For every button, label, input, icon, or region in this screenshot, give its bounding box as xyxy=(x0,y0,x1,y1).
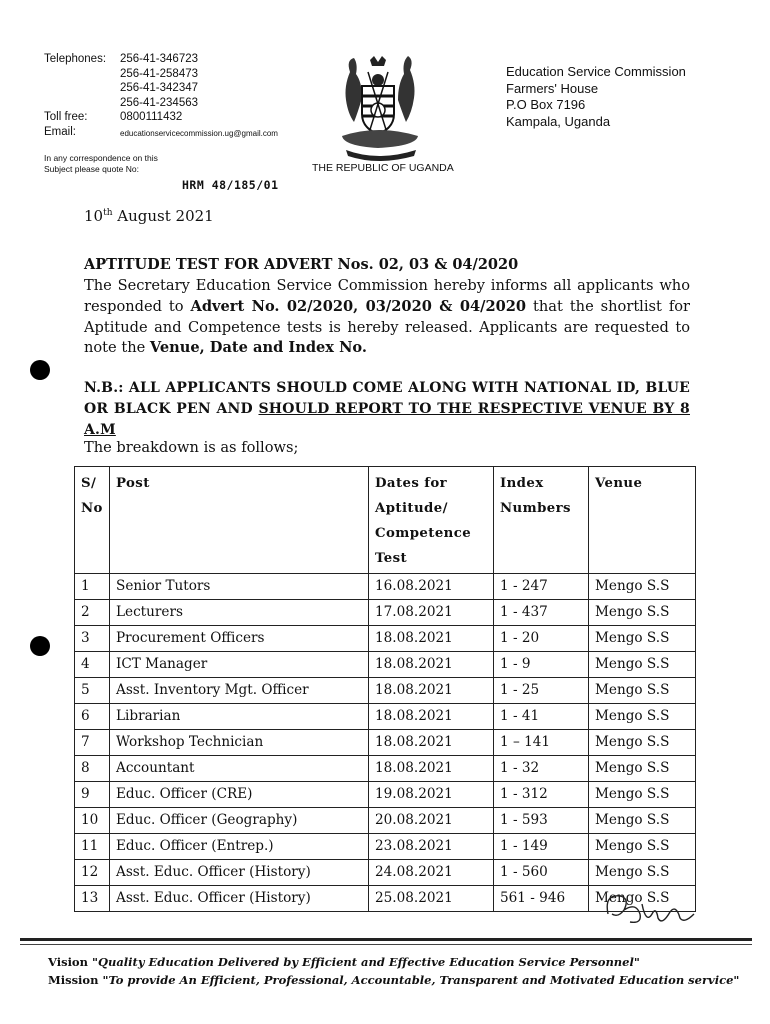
cell-no: 4 xyxy=(75,652,110,678)
cell-date: 17.08.2021 xyxy=(369,600,494,626)
table-row xyxy=(75,756,696,782)
cell-post: Asst. Educ. Officer (History) xyxy=(110,860,369,886)
correspondence-line: Subject please quote No: xyxy=(44,164,139,174)
cell-no: 7 xyxy=(75,730,110,756)
mission-statement: Mission "To provide An Efficient, Professional, Accountable, Transparent and Motivated Education service" xyxy=(48,973,740,987)
address-block xyxy=(506,64,686,130)
cell-no: 3 xyxy=(75,626,110,652)
cell-index: 1 - 32 xyxy=(494,756,589,782)
cell-date: 18.08.2021 xyxy=(369,626,494,652)
cell-post: ICT Manager xyxy=(110,652,369,678)
cell-date: 23.08.2021 xyxy=(369,834,494,860)
cell-index: 1 - 593 xyxy=(494,808,589,834)
cell-date: 18.08.2021 xyxy=(369,678,494,704)
correspondence-line: In any correspondence on this xyxy=(44,153,158,163)
table-header-row xyxy=(75,467,696,574)
breakdown-text: The breakdown is as follows; xyxy=(84,439,299,456)
phone-number: 256-41-342347 xyxy=(120,82,199,94)
header-venue: Venue xyxy=(589,467,696,574)
cell-venue: Mengo S.S xyxy=(589,860,696,886)
address-line: Farmers' House xyxy=(506,80,599,96)
punch-hole xyxy=(30,360,50,380)
cell-index: 1 - 149 xyxy=(494,834,589,860)
cell-post: Accountant xyxy=(110,756,369,782)
table-row xyxy=(75,652,696,678)
cell-index: 1 - 41 xyxy=(494,704,589,730)
header-dates: Dates for Aptitude/ Competence Test xyxy=(369,467,494,574)
table-row xyxy=(75,678,696,704)
table-row xyxy=(75,834,696,860)
cell-venue: Mengo S.S xyxy=(589,834,696,860)
cell-post: Librarian xyxy=(110,704,369,730)
table-row xyxy=(75,626,696,652)
cell-index: 1 - 20 xyxy=(494,626,589,652)
header-post: Post xyxy=(110,467,369,574)
tollfree-number: 0800111432 xyxy=(120,111,183,123)
cell-index: 1 - 437 xyxy=(494,600,589,626)
punch-hole xyxy=(30,636,50,656)
correspondence-note xyxy=(44,153,158,175)
cell-venue: Mengo S.S xyxy=(589,782,696,808)
cell-index: 1 - 9 xyxy=(494,652,589,678)
cell-index: 561 - 946 xyxy=(494,886,589,912)
cell-no: 11 xyxy=(75,834,110,860)
cell-date: 18.08.2021 xyxy=(369,704,494,730)
cell-no: 6 xyxy=(75,704,110,730)
nb-notice: N.B.: ALL APPLICANTS SHOULD COME ALONG WITH NATIONAL ID, BLUE OR BLACK PEN AND SHOULD REPORT TO THE RESPECTIVE VENUE BY 8 A.M xyxy=(84,380,690,438)
cell-venue: Mengo S.S xyxy=(589,756,696,782)
footer-rule xyxy=(20,944,752,945)
cell-no: 9 xyxy=(75,782,110,808)
coat-of-arms-icon xyxy=(328,52,432,164)
header-sno: S/ No xyxy=(75,467,110,574)
reference-number: HRM 48/185/01 xyxy=(182,178,279,192)
table-row xyxy=(75,808,696,834)
cell-date: 16.08.2021 xyxy=(369,574,494,600)
cell-date: 20.08.2021 xyxy=(369,808,494,834)
cell-index: 1 - 560 xyxy=(494,860,589,886)
table-row xyxy=(75,860,696,886)
footer-rule xyxy=(20,938,752,941)
signature-icon xyxy=(600,884,700,934)
address-line: P.O Box 7196 xyxy=(506,97,586,112)
schedule-table xyxy=(74,466,696,912)
email-label: Email: xyxy=(44,125,76,138)
cell-venue: Mengo S.S xyxy=(589,652,696,678)
cell-venue: Mengo S.S xyxy=(589,574,696,600)
table-row xyxy=(75,574,696,600)
table-row xyxy=(75,782,696,808)
phone-number: 256-41-258473 xyxy=(120,67,199,80)
cell-post: Educ. Officer (Entrep.) xyxy=(110,834,369,860)
letter-heading: APTITUDE TEST FOR ADVERT Nos. 02, 03 & 04/2020 xyxy=(84,256,519,273)
cell-post: Workshop Technician xyxy=(110,730,369,756)
email-address: educationservicecommission.ug@gmail.com xyxy=(120,128,278,138)
table-row xyxy=(75,600,696,626)
header-index: Index Numbers xyxy=(494,467,589,574)
cell-no: 13 xyxy=(75,886,110,912)
cell-date: 25.08.2021 xyxy=(369,886,494,912)
cell-post: Senior Tutors xyxy=(110,574,369,600)
vision-statement: Vision "Quality Education Delivered by Efficient and Effective Education Service Personnel" xyxy=(48,955,640,969)
cell-venue: Mengo S.S xyxy=(589,808,696,834)
cell-post: Procurement Officers xyxy=(110,626,369,652)
cell-no: 5 xyxy=(75,678,110,704)
phone-number: 256-41-346723 xyxy=(120,53,199,65)
cell-venue: Mengo S.S xyxy=(589,704,696,730)
cell-index: 1 – 141 xyxy=(494,730,589,756)
cell-venue: Mengo S.S xyxy=(589,600,696,626)
cell-date: 19.08.2021 xyxy=(369,782,494,808)
contact-block xyxy=(44,52,278,141)
cell-no: 1 xyxy=(75,574,110,600)
cell-venue: Mengo S.S xyxy=(589,886,696,912)
cell-index: 1 - 312 xyxy=(494,782,589,808)
cell-post: Lecturers xyxy=(110,600,369,626)
cell-venue: Mengo S.S xyxy=(589,730,696,756)
letter-date: 10th August 2021 xyxy=(84,207,214,225)
table-row xyxy=(75,704,696,730)
cell-no: 8 xyxy=(75,756,110,782)
address-line: Kampala, Uganda xyxy=(506,113,611,129)
address-line: Education Service Commission xyxy=(506,64,686,79)
cell-venue: Mengo S.S xyxy=(589,626,696,652)
cell-venue: Mengo S.S xyxy=(589,678,696,704)
cell-post: Educ. Officer (Geography) xyxy=(110,808,369,834)
cell-post: Educ. Officer (CRE) xyxy=(110,782,369,808)
cell-date: 18.08.2021 xyxy=(369,756,494,782)
cell-date: 24.08.2021 xyxy=(369,860,494,886)
cell-post: Asst. Inventory Mgt. Officer xyxy=(110,678,369,704)
tollfree-label: Toll free: xyxy=(44,111,88,123)
cell-date: 18.08.2021 xyxy=(369,730,494,756)
table-row xyxy=(75,730,696,756)
cell-index: 1 - 25 xyxy=(494,678,589,704)
cell-no: 12 xyxy=(75,860,110,886)
cell-no: 10 xyxy=(75,808,110,834)
republic-label: THE REPUBLIC OF UGANDA xyxy=(312,162,454,174)
phone-number: 256-41-234563 xyxy=(120,96,199,109)
cell-no: 2 xyxy=(75,600,110,626)
intro-paragraph: The Secretary Education Service Commission hereby informs all applicants who responded to Advert No. 02/2020, 03/2020 & 04/2020 that the shortlist for Aptitude and Competence tests is hereby released. Applicants are requested to note the Venue, Date and Index No. xyxy=(84,277,690,357)
telephones-label: Telephones: xyxy=(44,53,107,65)
cell-index: 1 - 247 xyxy=(494,574,589,600)
cell-date: 18.08.2021 xyxy=(369,652,494,678)
cell-post: Asst. Educ. Officer (History) xyxy=(110,886,369,912)
